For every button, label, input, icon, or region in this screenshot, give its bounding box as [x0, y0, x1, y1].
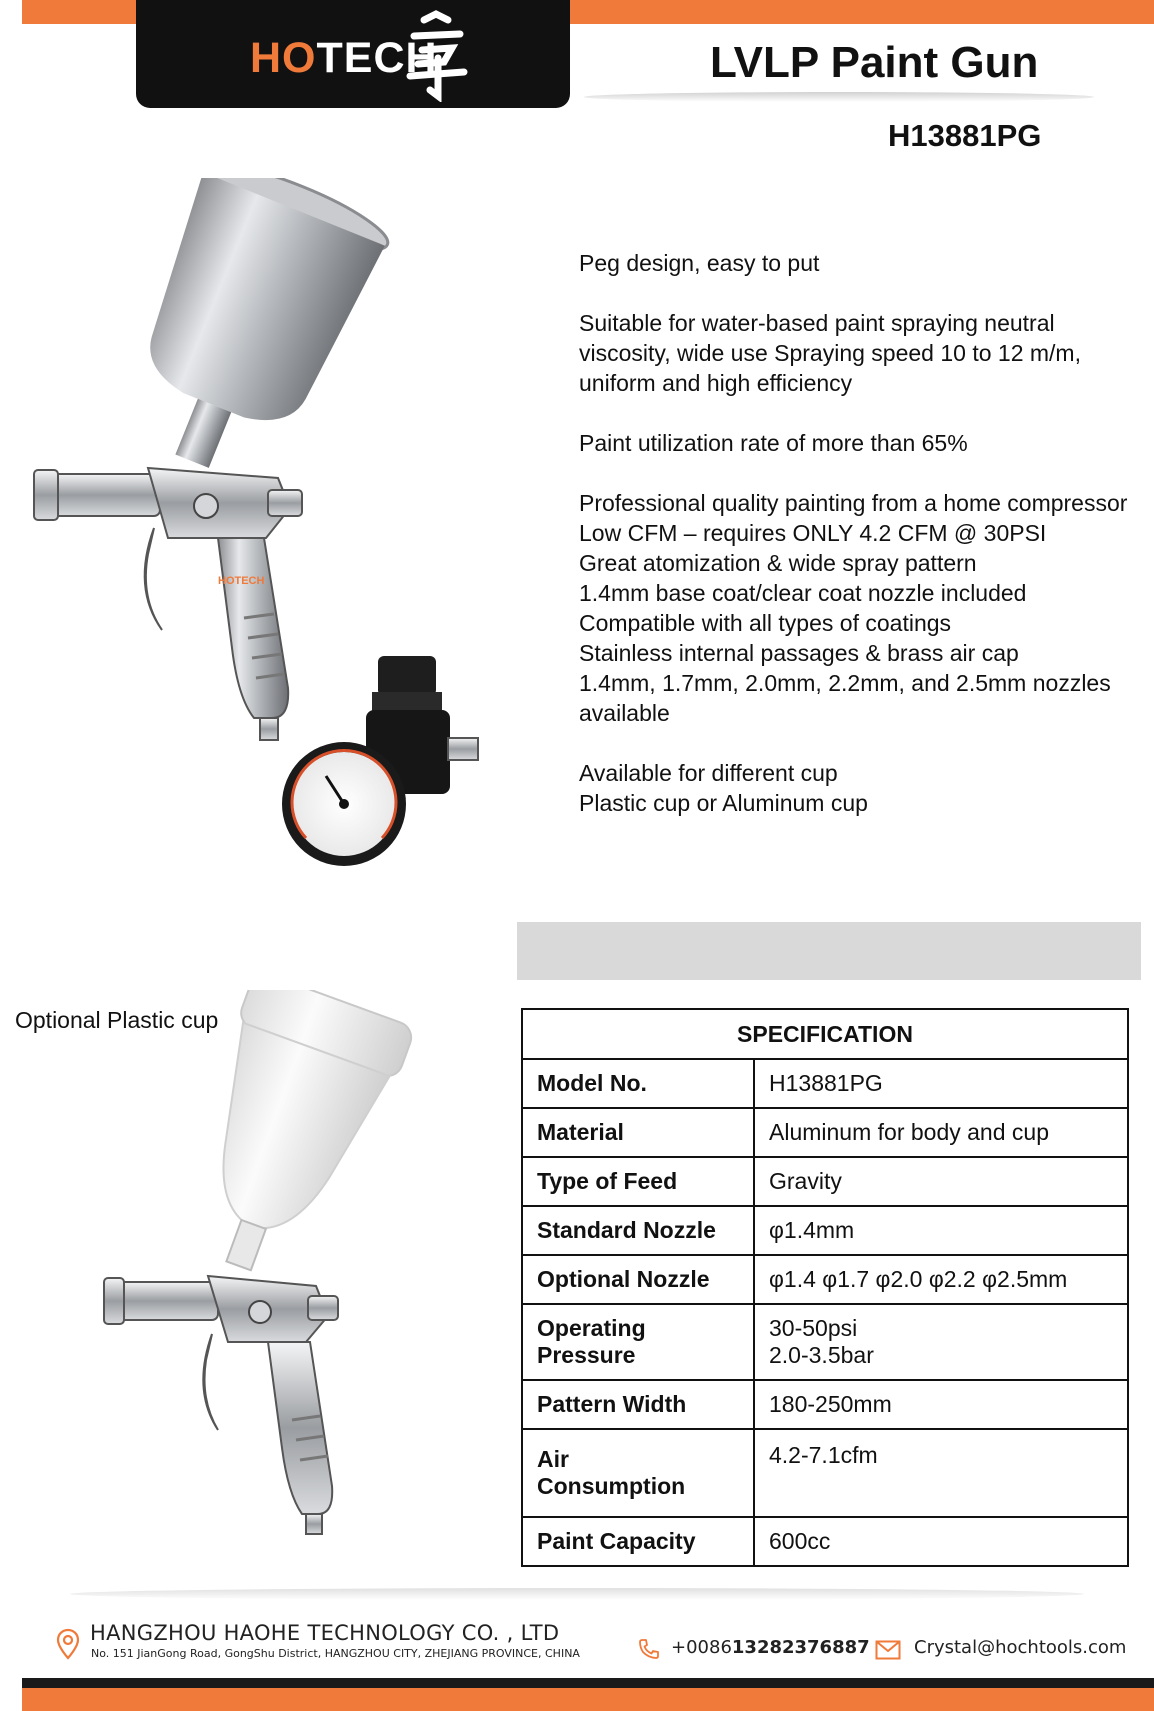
spec-value-line: 30-50psi — [769, 1315, 858, 1341]
spec-key: Pattern Width — [522, 1380, 754, 1429]
footer-divider-shadow — [70, 1588, 1084, 1600]
table-row — [522, 1059, 1128, 1108]
spec-value: φ1.4 φ1.7 φ2.0 φ2.2 φ2.5mm — [754, 1255, 1128, 1304]
feature-line: Stainless internal passages & brass air cap — [579, 640, 1019, 666]
feature-utilization: Paint utilization rate of more than 65% — [579, 430, 968, 456]
spec-key: Standard Nozzle — [522, 1206, 754, 1255]
spec-key — [522, 1304, 754, 1380]
spec-key: Paint Capacity — [522, 1517, 754, 1566]
table-row — [522, 1517, 1128, 1566]
table-row — [522, 1108, 1128, 1157]
spec-key-line: Pressure — [537, 1342, 636, 1368]
feature-line: Great atomization & wide spray pattern — [579, 550, 977, 576]
aluminum-cup-paint-gun-image — [28, 178, 528, 933]
feature-line: 1.4mm base coat/clear coat nozzle included — [579, 580, 1027, 606]
feature-line: Low CFM – requires ONLY 4.2 CFM @ 30PSI — [579, 520, 1047, 546]
bottom-accent-bar — [22, 1688, 1154, 1711]
table-row — [522, 1429, 1128, 1517]
feature-cup-line: Plastic cup or Aluminum cup — [579, 790, 868, 816]
feature-cup-line: Available for different cup — [579, 760, 838, 786]
brand-glyph-icon — [402, 6, 472, 102]
spec-value: 4.2-7.1cfm — [754, 1429, 1128, 1517]
optional-cup-label: Optional Plastic cup — [15, 1007, 219, 1033]
plastic-cup-paint-gun-image — [100, 990, 420, 1550]
spec-key: Type of Feed — [522, 1157, 754, 1206]
top-accent-bar-right — [570, 0, 1154, 24]
feature-line: Compatible with all types of coatings — [579, 610, 952, 636]
spec-key-line: Air — [537, 1446, 569, 1472]
specification-table — [521, 1008, 1129, 1567]
table-row — [522, 1304, 1128, 1380]
feature-line: Professional quality painting from a home compressor — [579, 490, 1128, 516]
spec-key-line: Operating — [537, 1315, 646, 1341]
spec-key-line: Consumption — [537, 1473, 686, 1499]
bottom-dark-bar — [22, 1678, 1154, 1688]
table-row — [522, 1255, 1128, 1304]
features-list — [579, 248, 1139, 818]
feature-peg: Peg design, easy to put — [579, 250, 820, 276]
gun-brand-mark: HOTECH — [218, 575, 265, 587]
phone-digits: 13282376887 — [731, 1637, 870, 1658]
location-pin-icon — [56, 1628, 80, 1660]
phone-number — [671, 1637, 870, 1658]
email-address: Crystal@hochtools.com — [914, 1637, 1127, 1658]
brand-logo-ho: HO — [250, 34, 317, 82]
spec-value: H13881PG — [754, 1059, 1128, 1108]
spec-key: Model No. — [522, 1059, 754, 1108]
company-name: HANGZHOU HAOHE TECHNOLOGY CO. , LTD — [90, 1621, 560, 1645]
feature-line: 1.4mm, 1.7mm, 2.0mm, 2.2mm, and 2.5mm nozzles available — [579, 670, 1111, 726]
spec-key: Material — [522, 1108, 754, 1157]
spec-heading: SPECIFICATION — [522, 1009, 1128, 1059]
model-code: H13881PG — [888, 118, 1042, 153]
top-accent-bar-left — [22, 0, 136, 24]
spec-value: 180-250mm — [754, 1380, 1128, 1429]
spec-value-line: 2.0-3.5bar — [769, 1342, 874, 1368]
page-title: LVLP Paint Gun — [710, 38, 1039, 87]
email-icon — [875, 1640, 901, 1660]
brand-logo-tech: TECH — [316, 34, 438, 82]
section-divider-band — [517, 922, 1141, 980]
table-row — [522, 1206, 1128, 1255]
spec-value: φ1.4mm — [754, 1206, 1128, 1255]
table-row — [522, 1157, 1128, 1206]
phone-icon — [637, 1637, 661, 1661]
feature-suitable: Suitable for water-based paint spraying neutral viscosity, wide use Spraying speed 10 to 12 m/m, uniform and high efficiency — [579, 310, 1081, 396]
phone-prefix: +0086 — [671, 1637, 732, 1658]
spec-key — [522, 1429, 754, 1517]
title-underline-shadow — [584, 92, 1094, 102]
spec-value: Gravity — [754, 1157, 1128, 1206]
table-row — [522, 1380, 1128, 1429]
spec-value: Aluminum for body and cup — [754, 1108, 1128, 1157]
spec-key: Optional Nozzle — [522, 1255, 754, 1304]
spec-value — [754, 1304, 1128, 1380]
spec-value: 600cc — [754, 1517, 1128, 1566]
company-address: No. 151 JianGong Road, GongShu District, HANGZHOU CITY, ZHEJIANG PROVINCE, CHINA — [91, 1647, 580, 1660]
